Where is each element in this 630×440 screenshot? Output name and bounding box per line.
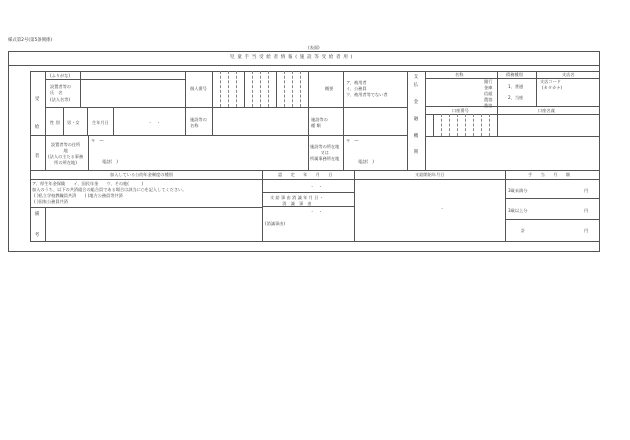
teate-row-2: 3歳以上分 <box>508 208 528 213</box>
bank-type-1: 銀行 <box>484 79 493 84</box>
branch-code-label: 支店コード <box>540 79 561 84</box>
gender-label: 性 別 <box>50 120 60 125</box>
owner-name-label: 設置者等の 氏 名 (法人名等) <box>50 84 71 102</box>
recipient-section-label: 受 給 者 <box>34 97 40 159</box>
nintei-dots-2: ・ ・ <box>310 209 323 214</box>
teate-row-3: 計 <box>521 228 526 233</box>
form-frame <box>8 51 600 252</box>
bank-type-header: 債務種別 <box>506 72 523 77</box>
address-label: 設置者等の住所 地 (法人の主たる事務 所の所在地) <box>48 142 84 166</box>
gaiyou-option-u: ウ、被用者等でない者 <box>346 92 388 97</box>
bank-type-5: 漁協 <box>484 103 493 108</box>
teate-header: 手 当 月 額 <box>528 172 570 177</box>
teate-yen-3: 円 <box>584 228 589 233</box>
furigana-label: (ふりがな) <box>50 73 71 78</box>
facility-name-label: 施設等の 名称 <box>190 117 207 129</box>
shikyu-header: 支給開始年月日 <box>415 172 445 177</box>
holder-label: 口座名義 <box>538 108 555 113</box>
bikou-label: 備 考 <box>34 212 40 239</box>
bank-name-header: 名称 <box>455 72 464 77</box>
gaiyou-option-i: イ、公務員 <box>346 86 367 91</box>
phone-label-2: 電話( ) <box>358 159 374 164</box>
bank-section-label: 支 払 金 融 機 関 <box>413 75 419 156</box>
pension-note: 加入のうち、以下の共済組合の組合員である場合は該当に○を記入してください。 <box>32 187 187 192</box>
form-code: 様式第2号(第5条関係) <box>8 38 53 43</box>
nintei-dots: ・ ・ <box>310 184 323 189</box>
form-title: 児 童 手 当 受 給 者 情 報 ( 施 設 等 受 給 者 用 ) <box>230 55 353 60</box>
era-label: (表面) <box>308 45 320 50</box>
teate-yen-1: 円 <box>584 188 589 193</box>
branch-header: 支店名 <box>562 72 575 77</box>
kana-label: (カタカナ) <box>542 85 563 90</box>
account-option-1: 1、普通 <box>508 84 524 89</box>
pension-header: 加入している公的年金制度の種別 <box>110 172 173 177</box>
shikyu-dot: ・ <box>440 206 445 211</box>
birth-label: 生年月日 <box>92 120 109 125</box>
gaiyou-label: 概要 <box>325 86 334 91</box>
postal-mark: 〒 ― <box>91 138 104 143</box>
postal-mark-2: 〒 ― <box>346 138 359 143</box>
shobun-label: (消滅事由) <box>265 221 286 226</box>
bank-type-2: 金庫 <box>484 85 493 90</box>
teate-yen-2: 円 <box>584 208 589 213</box>
facility-address-label: 施設等の所在地 又は 所属事務所在地 <box>310 144 340 162</box>
account-option-2: 2、当座 <box>508 95 524 100</box>
kyosai-line-2: ( )国家公務員共済 <box>34 199 68 204</box>
bank-type-3: 信組 <box>484 91 493 96</box>
pension-options: ア、厚生年金保険 イ、国民年金 ウ、その他( ) <box>32 181 144 186</box>
nintei-header: 認 定 年 月 日 <box>278 172 333 177</box>
birth-dots: ・ ・ <box>148 120 161 125</box>
account-no-label: 口座番号 <box>452 108 469 113</box>
jiyuu-header: 支 給 事 由 消 滅 年 月 日 ・ 消 滅 事 由 <box>270 195 324 207</box>
teate-row-1: 3歳未満分 <box>508 188 528 193</box>
kojin-bango-label: 個人番号 <box>190 86 207 91</box>
gaiyou-option-a: ア、被用者 <box>346 80 367 85</box>
bank-type-4: 農協 <box>484 97 493 102</box>
kyosai-line-1: ( )私立学校教職員共済 ( )地方公務員等共済 <box>34 193 123 198</box>
facility-type-label: 施設等の 種 類 <box>311 117 328 129</box>
phone-label: 電話( ) <box>102 159 118 164</box>
gender-value: 男・女 <box>67 120 80 125</box>
